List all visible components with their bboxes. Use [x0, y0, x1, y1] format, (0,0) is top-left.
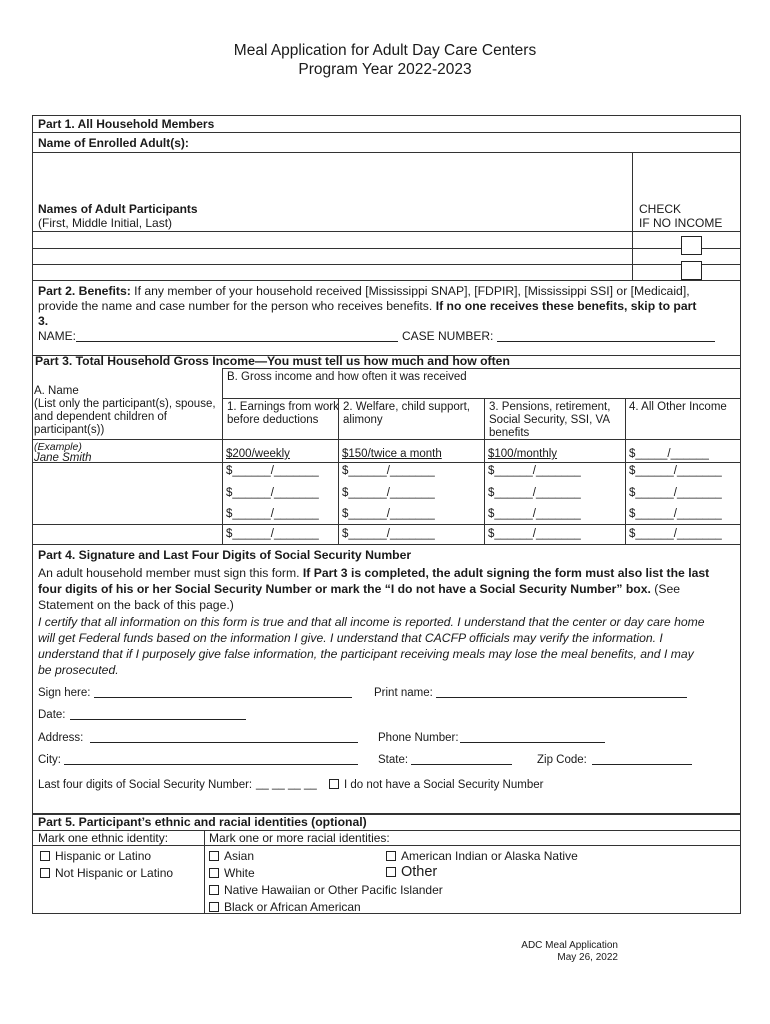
ssn-label: Last four digits of Social Security Number:: [38, 779, 253, 791]
divider: [484, 398, 485, 544]
divider: [204, 830, 205, 914]
option-label: American Indian or Alaska Native: [401, 849, 578, 863]
divider: [32, 524, 741, 525]
participant-row: [32, 248, 741, 249]
col2-header-sub: alimony: [343, 414, 383, 426]
footer-form-name: ADC Meal Application: [521, 940, 618, 951]
part2-line1: [38, 283, 690, 299]
income-cell[interactable]: $______/_______: [488, 508, 581, 520]
zip-field[interactable]: [592, 764, 692, 765]
income-cell[interactable]: $______/_______: [226, 487, 319, 499]
divider: [625, 398, 626, 544]
checkbox[interactable]: [40, 868, 50, 878]
print-name-label: Print name:: [374, 687, 433, 699]
col3-header: 3. Pensions, retirement,: [489, 401, 611, 413]
phone-field[interactable]: [460, 742, 605, 743]
divider: [222, 368, 741, 369]
checkbox[interactable]: [386, 867, 396, 877]
benefit-name-label: NAME:: [38, 329, 77, 343]
divider: [32, 280, 741, 281]
racial-option-black[interactable]: [209, 900, 361, 914]
option-label: Other: [401, 864, 438, 880]
certification-text: understand that if I purposely give false information, the participant receiving meals may lose the meal benefits, and I may: [38, 647, 694, 661]
part4-intro-line1: [38, 565, 709, 581]
racial-option-other[interactable]: [386, 864, 437, 881]
divider: [338, 398, 339, 544]
page-title: Meal Application for Adult Day Care Centers: [233, 42, 537, 59]
part3-b-heading: B. Gross income and how often it was received: [227, 371, 467, 383]
racial-option-pacific-islander[interactable]: [209, 883, 443, 897]
checkbox[interactable]: [40, 851, 50, 861]
option-label: Native Hawaiian or Other Pacific Islander: [224, 883, 443, 897]
case-number-field[interactable]: [497, 341, 715, 342]
racial-option-white[interactable]: [209, 866, 255, 880]
certification-text: will get Federal funds based on the information I give. I understand that CACFP officials may verify the information. I: [38, 631, 663, 645]
income-cell[interactable]: $______/_______: [488, 465, 581, 477]
part3-a-desc: and dependent children of: [34, 411, 167, 423]
col2-header: 2. Welfare, child support,: [343, 401, 470, 413]
divider: [222, 398, 741, 399]
benefit-name-field[interactable]: [76, 341, 398, 342]
city-field[interactable]: [64, 764, 358, 765]
income-cell[interactable]: $______/_______: [226, 528, 319, 540]
divider: [32, 439, 741, 440]
signature-field[interactable]: [94, 697, 352, 698]
income-cell[interactable]: $______/_______: [342, 508, 435, 520]
state-label: State:: [378, 754, 409, 766]
no-income-checkbox[interactable]: [681, 236, 702, 255]
case-number-label: CASE NUMBER:: [402, 329, 494, 343]
option-label: Asian: [224, 849, 255, 863]
col1-header: 1. Earnings from work: [227, 401, 339, 413]
date-field[interactable]: [70, 719, 246, 720]
income-cell[interactable]: $______/_______: [342, 528, 435, 540]
checkbox[interactable]: [209, 885, 219, 895]
checkbox[interactable]: [386, 851, 396, 861]
example-income-3: $100/monthly: [488, 448, 558, 460]
names-sub-label: (First, Middle Initial, Last): [38, 216, 173, 230]
no-ssn-checkbox[interactable]: [329, 779, 339, 789]
option-label: Hispanic or Latino: [55, 849, 152, 863]
col3-header-sub: benefits: [489, 427, 530, 439]
income-cell[interactable]: $______/_______: [629, 465, 722, 477]
part2-text: If any member of your household received [Mississippi SNAP], [FDPIR], [Mississippi SSI] or [Medicaid],: [130, 284, 690, 298]
check-label: CHECK: [639, 202, 682, 216]
print-name-field[interactable]: [436, 697, 687, 698]
address-field[interactable]: [90, 742, 358, 743]
address-label: Address:: [38, 732, 84, 744]
certification-text: I certify that all information on this form is true and that all income is reported. I understand that the center or day care home: [38, 615, 705, 629]
divider: [632, 152, 633, 280]
no-ssn-label: I do not have a Social Security Number: [344, 779, 544, 791]
part3-a-desc: participant(s)): [34, 424, 105, 436]
program-year: Program Year 2022-2023: [298, 61, 472, 78]
ethnic-label: Mark one ethnic identity:: [38, 831, 169, 845]
certification-text: be prosecuted.: [38, 663, 119, 677]
example-income-1: $200/weekly: [226, 448, 290, 460]
divider: [32, 231, 741, 232]
sign-label: Sign here:: [38, 687, 91, 699]
divider: [222, 368, 223, 398]
income-cell[interactable]: $______/_______: [629, 487, 722, 499]
income-cell[interactable]: $______/_______: [226, 508, 319, 520]
divider: [32, 544, 741, 545]
part3-heading: Part 3. Total Household Gross Income—You must tell us how much and how often: [35, 354, 510, 368]
part4-intro: An adult household member must sign this form.: [38, 566, 303, 580]
part4-intro: (See: [650, 582, 681, 596]
divider: [32, 152, 741, 153]
part4-heading: Part 4. Signature and Last Four Digits of Social Security Number: [38, 548, 412, 562]
no-income-checkbox[interactable]: [681, 261, 702, 280]
option-label: Not Hispanic or Latino: [55, 866, 174, 880]
part3-a-desc: (List only the participant(s), spouse,: [34, 398, 216, 410]
checkbox[interactable]: [209, 868, 219, 878]
col1-header-sub: before deductions: [227, 414, 319, 426]
part2-line3: 3.: [38, 314, 49, 328]
income-cell[interactable]: $______/_______: [629, 528, 722, 540]
phone-label: Phone Number:: [378, 732, 459, 744]
names-label: Names of Adult Participants: [38, 202, 198, 216]
option-label: Black or African American: [224, 900, 361, 914]
enrolled-adult-label: Name of Enrolled Adult(s):: [38, 136, 189, 150]
example-name: Jane Smith: [34, 452, 92, 464]
part4-intro-line3: Statement on the back of this page.): [38, 598, 234, 612]
divider: [32, 845, 741, 846]
checkbox[interactable]: [209, 902, 219, 912]
example-income-4: $_____/______: [629, 448, 709, 460]
income-cell[interactable]: $______/_______: [488, 487, 581, 499]
checkbox[interactable]: [209, 851, 219, 861]
footer-date: May 26, 2022: [557, 952, 618, 963]
no-ssn-option[interactable]: [329, 778, 543, 792]
racial-option-american-indian[interactable]: [386, 849, 578, 863]
city-label: City:: [38, 754, 61, 766]
income-cell[interactable]: $______/_______: [342, 465, 435, 477]
part5-heading: Part 5. Participant’s ethnic and racial identities (optional): [38, 815, 367, 829]
divider: [222, 398, 223, 544]
col4-header: 4. All Other Income: [629, 401, 727, 413]
example-income-2: $150/twice a month: [342, 448, 442, 460]
part2-heading: Part 2. Benefits:: [38, 284, 131, 298]
ssn-field[interactable]: __ __ __ __: [256, 778, 317, 790]
option-label: White: [224, 866, 255, 880]
income-cell[interactable]: $______/_______: [488, 528, 581, 540]
racial-label: Mark one or more racial identities:: [209, 831, 390, 845]
divider: [32, 462, 741, 463]
racial-option-asian[interactable]: [209, 849, 254, 863]
part4-intro-bold: If Part 3 is completed, the adult signing the form must also list the last: [302, 566, 710, 580]
state-field[interactable]: [411, 764, 512, 765]
income-cell[interactable]: $______/_______: [629, 508, 722, 520]
part2-line2: [38, 298, 696, 314]
participant-row: [32, 264, 741, 265]
example-label: (Example): [34, 441, 82, 453]
zip-label: Zip Code:: [537, 754, 587, 766]
part4-intro-line2: [38, 581, 680, 597]
col3-header-sub: Social Security, SSI, VA: [489, 414, 611, 426]
part2-skip-note: If no one receives these benefits, skip to part: [435, 299, 697, 313]
part2-text: provide the name and case number for the person who receives benefits.: [38, 299, 436, 313]
part4-intro-bold: four digits of his or her Social Security Number or mark the “I do not have a Social Security Number” box.: [38, 582, 651, 596]
ethnic-option-hispanic[interactable]: [40, 849, 151, 863]
income-cell[interactable]: $______/_______: [342, 487, 435, 499]
part1-heading: Part 1. All Household Members: [38, 117, 215, 131]
part3-a-heading: A. Name: [34, 385, 79, 397]
no-income-label: IF NO INCOME: [639, 216, 723, 230]
date-label: Date:: [38, 709, 66, 721]
divider: [32, 132, 741, 133]
income-cell[interactable]: $______/_______: [226, 465, 319, 477]
ethnic-option-not-hispanic[interactable]: [40, 866, 173, 880]
